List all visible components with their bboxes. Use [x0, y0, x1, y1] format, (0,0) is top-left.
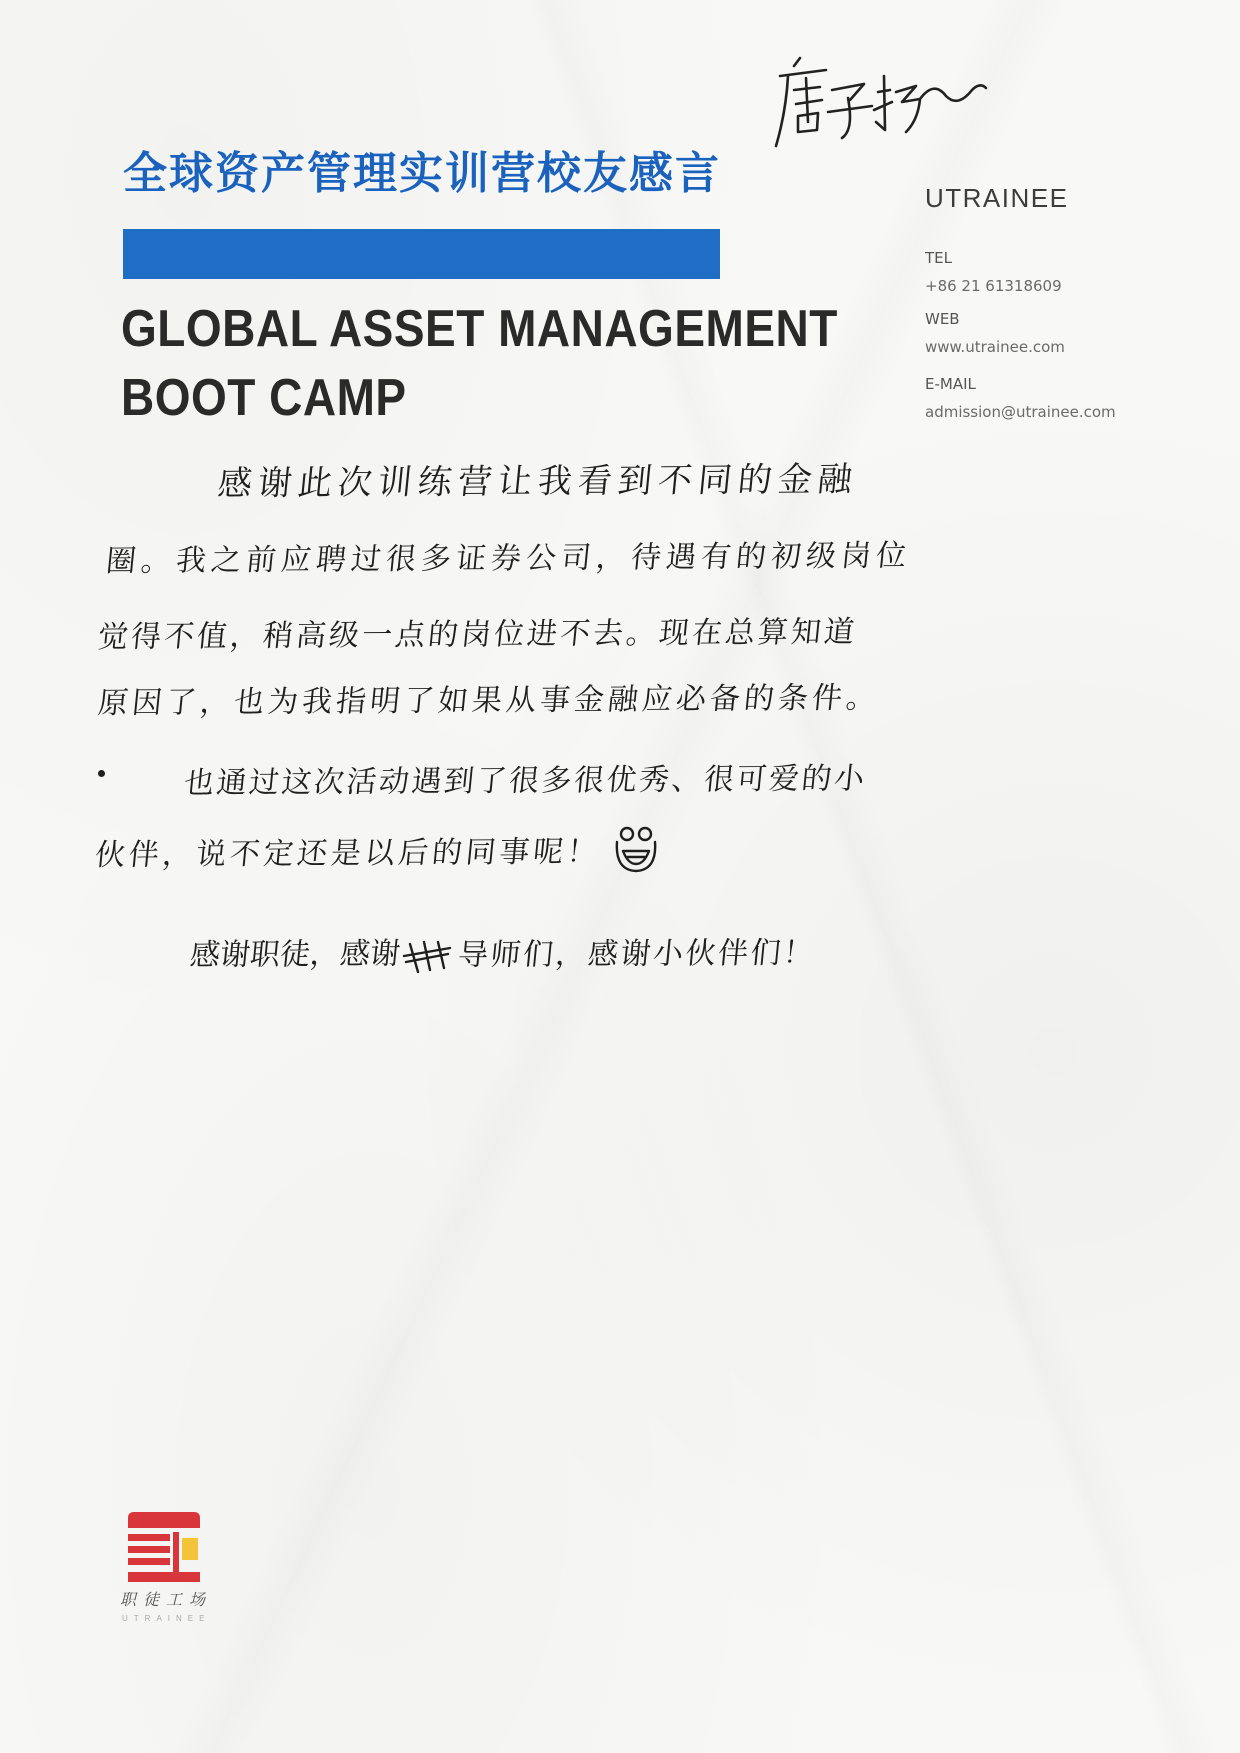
closing-line-part1: 感谢职徒，感谢: [188, 936, 402, 974]
letterhead-title-english-line2: BOOT CAMP: [121, 367, 407, 427]
utrainee-logo-icon: [128, 1512, 200, 1586]
email-value: admission@utrainee.com: [925, 403, 1116, 421]
web-value: www.utrainee.com: [925, 338, 1065, 356]
email-label: E-MAIL: [925, 375, 976, 393]
logo-name-chinese: 职徒工场: [120, 1590, 213, 1609]
closing-line-part2: 导师们，感谢小伙伴们！: [456, 935, 818, 974]
letter-line-5: 也通过这次活动遇到了很多很优秀、很可爱的小: [182, 761, 869, 802]
letter-line-4: 原因了，也为我指明了如果从事金融应必备的条件。: [96, 680, 882, 722]
letterhead-title-english-line1: GLOBAL ASSET MANAGEMENT: [121, 298, 838, 358]
tel-label: TEL: [925, 249, 952, 267]
company-name: UTRAINEE: [925, 183, 1069, 213]
smiley-face-icon: [612, 822, 660, 874]
web-label: WEB: [925, 310, 960, 328]
ink-dot: [98, 770, 105, 777]
tel-value: +86 21 61318609: [925, 277, 1062, 295]
handwritten-signature: [768, 50, 990, 154]
letter-line-1: 感谢此次训练营让我看到不同的金融: [216, 459, 860, 505]
letterhead-blue-bar: [123, 229, 720, 279]
letterhead-title-chinese: 全球资产管理实训营校友感言: [123, 148, 721, 199]
logo-name-english: UTRAINEE: [122, 1614, 211, 1623]
letter-line-6: 伙伴，说不定还是以后的同事呢！: [93, 834, 603, 874]
letter-line-3: 觉得不值，稍高级一点的岗位进不去。现在总算知道: [96, 614, 859, 656]
letter-line-2: 圈。我之前应聘过很多证券公司，待遇有的初级岗位: [104, 538, 913, 580]
crossed-out-scribble: [400, 934, 454, 978]
